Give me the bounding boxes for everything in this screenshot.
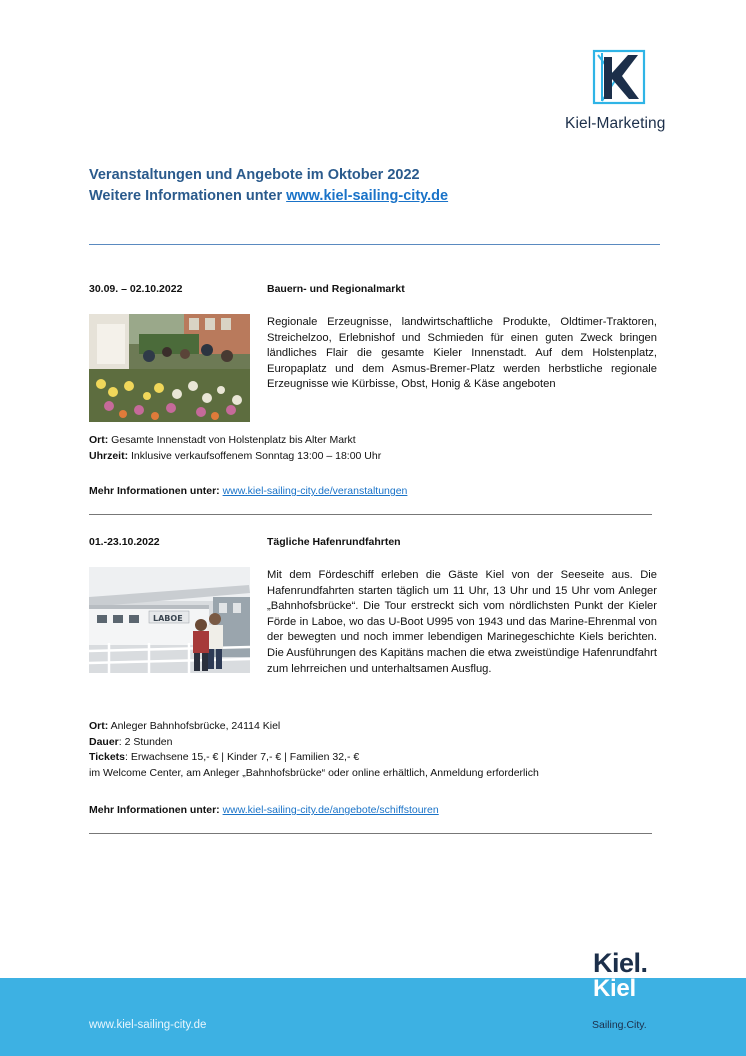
event-1-info — [89, 433, 381, 464]
headline-info-prefix: Weitere Informationen unter — [89, 188, 287, 204]
event-2-more-info — [89, 804, 439, 816]
event-2-more-link[interactable]: www.kiel-sailing-city.de/angebote/schiffstouren — [222, 804, 439, 816]
event-1-location: Ort: Gesamte Innenstadt von Holstenplatz bis Alter Markt — [89, 434, 356, 446]
kiel-brand-wordmark: Kiel. — [593, 948, 648, 978]
headline-info-line — [89, 186, 448, 207]
event-1-more-label: Mehr Informationen unter: — [89, 485, 220, 497]
kiel-brand-wordmark-mirrored: Kiel — [593, 975, 636, 1002]
event-1-more-info — [89, 485, 407, 497]
event-1-description: Regionale Erzeugnisse, landwirtschaftliche Produkte, Oldtimer-Traktoren, Streichelzoo, Erlebnishof und Schmieden für einen guten Zweck bringen ländliches Flair die gesamte Kieler Innenstadt. Auf dem Holstenplatz, Europaplatz und dem Asmus-Bremer-Platz werden herbstliche regionale Erzeugnisse wie Kürbisse, Obst, Honig & Käse angeboten — [267, 316, 657, 391]
event-2-info — [89, 719, 539, 781]
headline-website-link[interactable]: www.kiel-sailing-city.de — [286, 188, 449, 204]
event-2-location: Ort: Anleger Bahnhofsbrücke, 24114 Kiel — [89, 720, 281, 732]
event-1-title: Bauern- und Regionalmarkt — [267, 283, 405, 295]
event-2-more-label: Mehr Informationen unter: — [89, 804, 220, 816]
event-1-market-photo — [89, 314, 250, 422]
headline-title: Veranstaltungen und Angebote im Oktober 2022 — [89, 167, 420, 183]
event-2-separator — [89, 833, 652, 834]
event-2-ticket-sales: im Welcome Center, am Anleger „Bahnhofsbrücke“ oder online erhältlich, Anmeldung erforderlich — [89, 766, 539, 779]
event-2-title: Tägliche Hafenrundfahrten — [267, 536, 401, 548]
kiel-marketing-logo-icon — [592, 49, 646, 105]
event-1-more-link[interactable]: www.kiel-sailing-city.de/veranstaltungen — [222, 485, 408, 497]
headline-divider — [89, 244, 660, 245]
kiel-brand-tagline: Sailing.City. — [592, 1019, 647, 1031]
event-1-date: 30.09. – 02.10.2022 — [89, 283, 183, 295]
event-2-tickets: Tickets: Erwachsene 15,- € | Kinder 7,- € | Familien 32,- € — [89, 751, 360, 764]
kiel-marketing-logo-text: Kiel-Marketing — [565, 115, 666, 132]
event-1-separator — [89, 514, 652, 515]
event-2-photo-ship-name: LABOE — [153, 614, 183, 623]
event-1-time: Uhrzeit: Inklusive verkaufsoffenem Sonntag 13:00 – 18:00 Uhr — [89, 449, 382, 462]
event-2-description: Mit dem Fördeschiff erleben die Gäste Kiel von der Seeseite aus. Die Hafenrundfahrten starten täglich um 11 Uhr, 13 Uhr und 15 Uhr vom Anleger „Bahnhofsbrücke“. Die Tour erstreckt sich vom nördlichsten Punkt der Kieler Förde in Laboe, wo das U-Boot U995 von 1943 und das Marine-Ehrenmal von der bewegten und noch immer lebendigen Marinegeschichte Kiels berichten. Die Ausführungen des Kapitäns machen die etwa zweistündige Hafenrundfahrt zum lehrreichen und unterhaltsamen Ausflug. — [267, 569, 657, 675]
event-2-duration: Dauer: 2 Stunden — [89, 735, 173, 748]
event-2-harbour-photo — [89, 567, 250, 673]
footer-website-url[interactable]: www.kiel-sailing-city.de — [89, 1019, 207, 1031]
page-headline — [89, 165, 448, 207]
event-2-date: 01.-23.10.2022 — [89, 536, 160, 548]
